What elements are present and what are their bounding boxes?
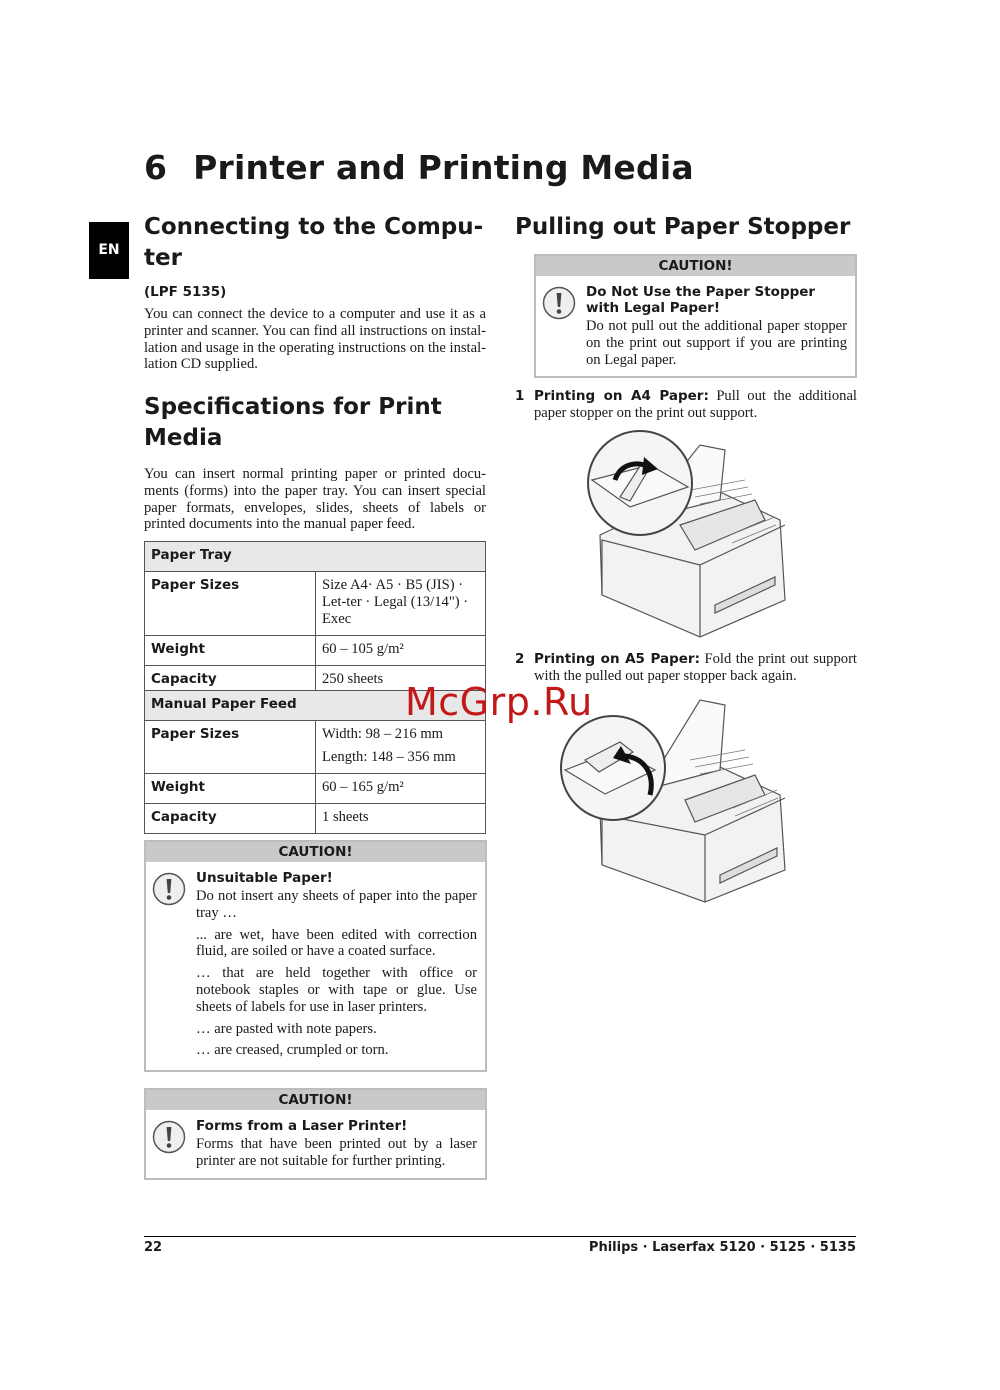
step-number: 2: [515, 651, 525, 667]
language-tab: EN: [89, 222, 129, 279]
manual-feed-capacity-value: 1 sheets: [316, 804, 486, 834]
specifications-section: [144, 392, 486, 533]
step-number: 1: [515, 388, 525, 404]
paper-tray-sizes-label: Paper Sizes: [145, 572, 316, 636]
caution-unsuitable-paper: [144, 840, 487, 1072]
step-text: Fold the print out support with the pulled out paper stopper back again.: [534, 651, 857, 684]
caution-text: Do not pull out the additional paper stopper on the print out support if you are printing on Legal paper.: [586, 318, 847, 368]
manual-feed-weight-value: 60 – 165 g/m²: [316, 774, 486, 804]
paper-tray-capacity-label: Capacity: [145, 666, 316, 696]
caution-legal-paper: [534, 254, 857, 378]
caution-bar: CAUTION!: [536, 256, 855, 276]
manual-feed-capacity-label: Capacity: [145, 804, 316, 834]
caution-line: Do not insert any sheets of paper into the paper tray …: [196, 888, 477, 921]
caution-line: ... are wet, have been edited with correction fluid, are soiled or have a coated surface.: [196, 926, 477, 960]
paper-tray-table: [144, 541, 486, 696]
connecting-title: [144, 212, 486, 274]
stopper-title: Pulling out Paper Stopper: [515, 214, 851, 240]
step-lead: Printing on A5 Paper:: [534, 651, 700, 667]
paper-tray-weight-label: Weight: [145, 636, 316, 666]
specifications-title-line2: Media: [144, 425, 223, 451]
printer-a4-illustration: [580, 425, 795, 640]
chapter-title: [144, 148, 694, 187]
step-text: Pull out the additional paper stopper on the print out support.: [534, 388, 857, 421]
manual-feed-width: Width: 98 – 216 mm: [322, 726, 444, 742]
connecting-text: You can connect the device to a computer and use it as a printer and scanner. You can find all instructions on instal-lation and usage in the operating instructions on the instal-lation CD supplied.: [144, 306, 486, 373]
paper-tray-sizes-value: Size A4· A5 · B5 (JIS) · Let-ter · Legal (13/14") · Exec: [316, 572, 486, 636]
caution-title: Do Not Use the Paper Stopper with Legal Paper!: [586, 284, 816, 316]
manual-feed-sizes-value: [316, 721, 486, 774]
specifications-text: You can insert normal printing paper or printed docu-ments (forms) into the paper tray. You can insert special paper formats, envelopes, slides, sheets of labels or printed documents into the manual paper feed.: [144, 466, 486, 533]
step-1: [515, 388, 857, 422]
caution-title: Forms from a Laser Printer!: [196, 1118, 408, 1134]
manual-feed-sizes-label: Paper Sizes: [145, 721, 316, 774]
table-row: [145, 804, 486, 834]
caution-text: Forms that have been printed out by a laser printer are not suitable for further printing.: [196, 1136, 477, 1169]
chapter-title-text: Printer and Printing Media: [193, 148, 694, 187]
connecting-section: [144, 212, 486, 373]
paper-tray-header: Paper Tray: [145, 542, 486, 572]
caution-bar: CAUTION!: [146, 1090, 485, 1110]
manual-feed-length: Length: 148 – 356 mm: [322, 749, 456, 765]
caution-line: … are creased, crumpled or torn.: [196, 1042, 389, 1059]
watermark: McGrp.Ru: [405, 680, 593, 724]
paper-tray-weight-value: 60 – 105 g/m²: [316, 636, 486, 666]
specifications-title-line1: Specifications for Print: [144, 394, 442, 420]
specifications-title: [144, 392, 486, 454]
footer-product: Philips · Laserfax 5120 · 5125 · 5135: [588, 1240, 856, 1255]
table-row: [145, 721, 486, 774]
caution-line: … that are held together with office or notebook staples or with tape or glue. Use sheets of labels for use in laser printers.: [196, 965, 477, 1015]
paper-tray-capacity-value: 250 sheets: [316, 666, 486, 696]
caution-line: … are pasted with note papers.: [196, 1020, 377, 1037]
page-number: 22: [144, 1240, 163, 1255]
caution-bar: CAUTION!: [146, 842, 485, 862]
warning-icon: [152, 872, 186, 906]
table-row: [145, 774, 486, 804]
connecting-model: (LPF 5135): [144, 284, 227, 300]
warning-icon: [542, 286, 576, 320]
manual-feed-weight-label: Weight: [145, 774, 316, 804]
step-lead: Printing on A4 Paper:: [534, 388, 709, 404]
caution-title: Unsuitable Paper!: [196, 870, 333, 886]
connecting-title-line2: ter: [144, 245, 182, 271]
table-row: [145, 636, 486, 666]
table-row: [145, 572, 486, 636]
footer-rule: [144, 1236, 856, 1237]
connecting-title-line1: Connecting to the Compu-: [144, 214, 484, 240]
caution-laser-forms: [144, 1088, 487, 1180]
chapter-number: 6: [144, 148, 168, 187]
manual-feed-header: Manual Paper Feed: [145, 691, 486, 721]
warning-icon: [152, 1120, 186, 1154]
